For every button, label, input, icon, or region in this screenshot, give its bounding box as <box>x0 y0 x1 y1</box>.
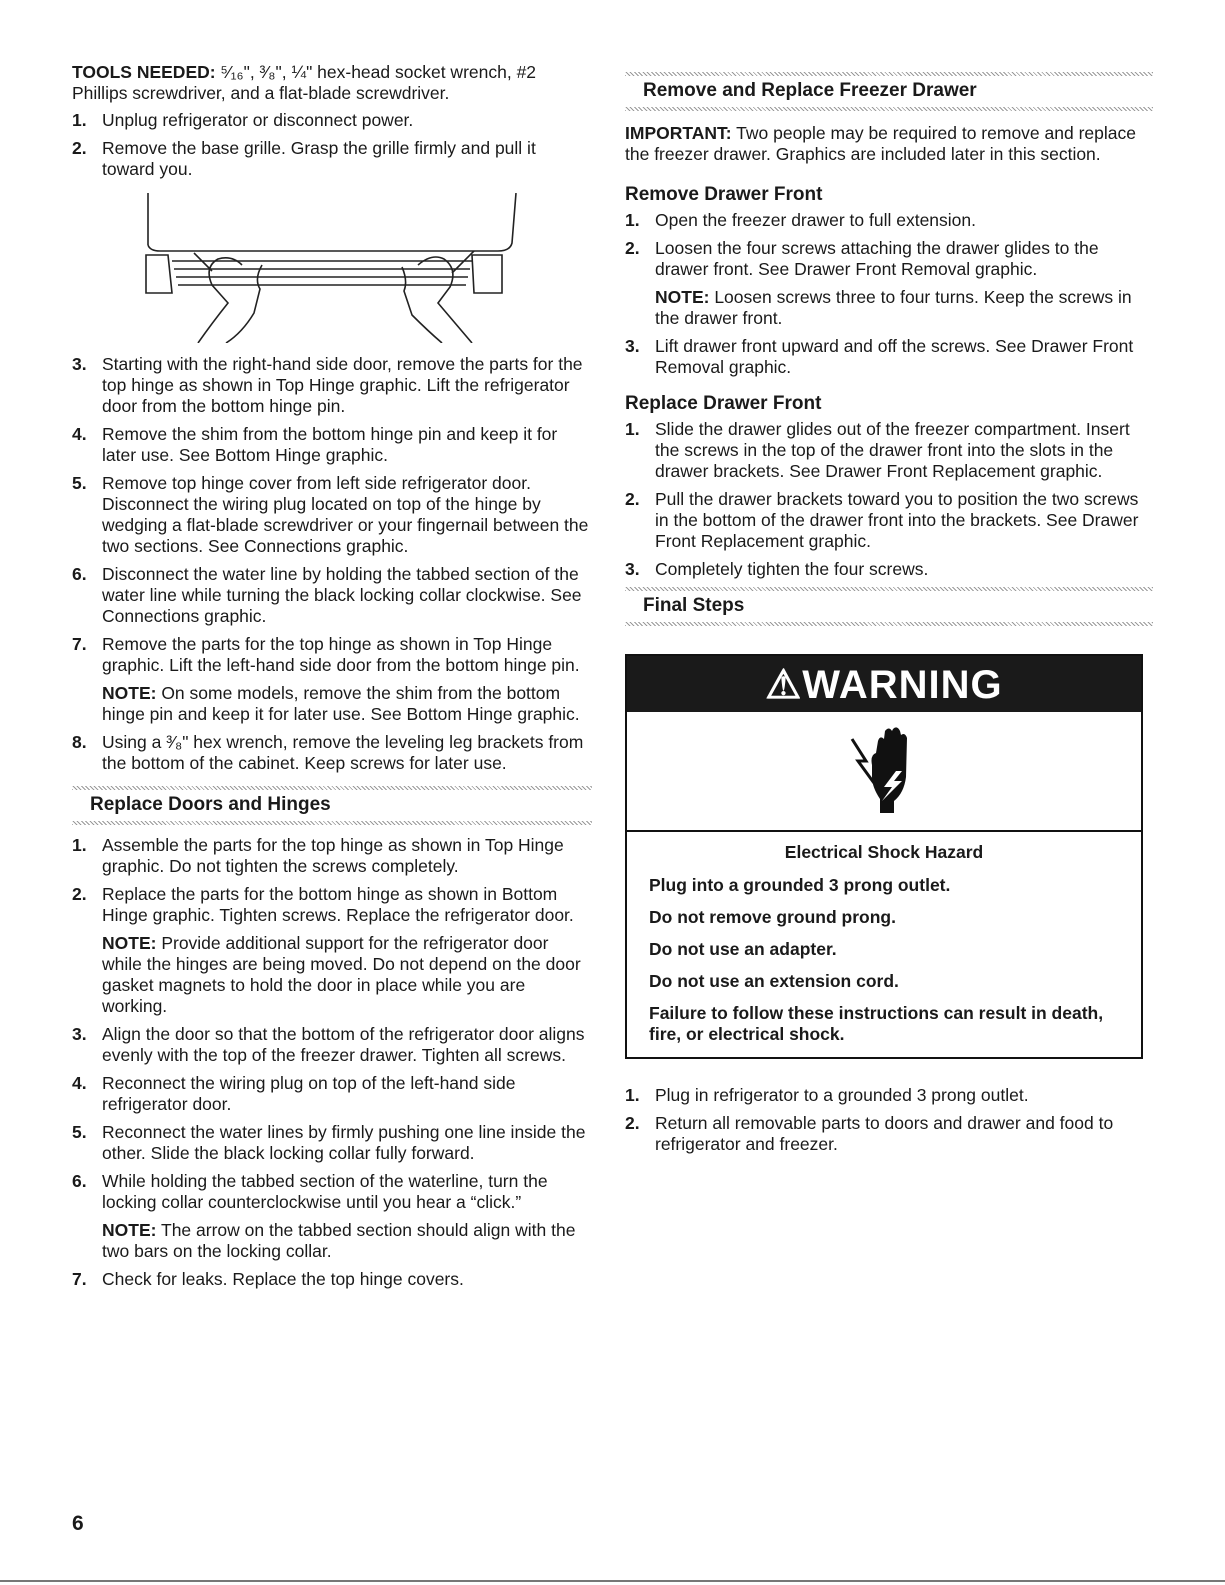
replace-doors-heading: Replace Doors and Hinges <box>90 794 331 815</box>
warning-line: Do not use an adapter. <box>649 939 837 959</box>
final-steps <box>625 1085 1153 1155</box>
step-text: Return all removable parts to doors and drawer and food to refrigerator and freezer. <box>655 1113 1114 1154</box>
list-item <box>72 1073 592 1115</box>
step-number: 1. <box>72 110 87 130</box>
step-text: Assemble the parts for the top hinge as shown in Top Hinge graphic. Do not tighten the screws completely. <box>102 835 564 876</box>
warning-title: Electrical Shock Hazard <box>784 842 984 862</box>
page-number: 6 <box>72 1512 84 1535</box>
step-number: 2. <box>72 884 87 904</box>
list-item <box>72 732 592 774</box>
list-item <box>625 336 1153 378</box>
remove-drawer-front-heading: Remove Drawer Front <box>625 184 823 205</box>
step-number: 6. <box>72 1171 87 1191</box>
warning-line: Failure to follow these instructions can result in death, fire, or electrical shock. <box>649 1003 1104 1044</box>
important-label: IMPORTANT: <box>625 123 732 143</box>
step-text: Check for leaks. Replace the top hinge covers. <box>102 1269 464 1289</box>
step-number: 1. <box>625 210 640 230</box>
step-text: While holding the tabbed section of the waterline, turn the locking collar counterclockwise until you hear a “click.” <box>102 1171 548 1212</box>
step-number: 4. <box>72 424 87 444</box>
list-item <box>72 473 592 557</box>
tools-label: TOOLS NEEDED: <box>72 62 216 82</box>
step-text: Disconnect the water line by holding the tabbed section of the water line while turning the black locking collar clockwise. See Connections graphic. <box>102 564 582 626</box>
list-item <box>72 884 592 1017</box>
replace-front-steps <box>625 419 1153 580</box>
removal-steps <box>72 110 592 180</box>
page-bottom-rule <box>0 1580 1225 1582</box>
warning-banner: ⚠WARNING <box>627 656 1141 712</box>
list-item <box>72 354 592 417</box>
step-text: Align the door so that the bottom of the refrigerator door aligns evenly with the top of the freezer drawer. Tighten all screws. <box>102 1024 585 1065</box>
step-number: 3. <box>625 336 640 356</box>
step-note <box>655 287 1153 329</box>
step-number: 5. <box>72 1122 87 1142</box>
list-item <box>72 1269 592 1290</box>
warning-line: Do not use an extension cord. <box>649 971 899 991</box>
step-number: 1. <box>72 835 87 855</box>
step-text: Remove the base grille. Grasp the grille firmly and pull it toward you. <box>102 138 536 179</box>
step-number: 2. <box>625 238 640 258</box>
list-item <box>625 210 1153 231</box>
list-item <box>72 564 592 627</box>
note-label: NOTE: <box>102 1220 157 1240</box>
step-text: Remove top hinge cover from left side refrigerator door. Disconnect the wiring plug located on top of the hinge by wedging a flat-blade screwdriver or your fingernail between the two sections. See Connections graphic. <box>102 473 589 556</box>
step-text: Remove the shim from the bottom hinge pin and keep it for later use. See Bottom Hinge graphic. <box>102 424 558 465</box>
section-divider <box>625 107 1153 111</box>
tools-text: ⁵⁄₁₆", ³⁄₈", ¼" hex-head socket wrench, #2 Phillips screwdriver, and a flat-blade screwdriver. <box>72 62 537 103</box>
replace-steps <box>72 835 592 1290</box>
note-text: Provide additional support for the refrigerator door while the hinges are being moved. Do not depend on the door gasket magnets to hold the door in place while you are working. <box>102 933 581 1016</box>
list-item <box>72 1024 592 1066</box>
note-text: On some models, remove the shim from the bottom hinge pin and keep it for later use. See Bottom Hinge graphic. <box>102 683 580 724</box>
replace-drawer-front-heading: Replace Drawer Front <box>625 393 822 414</box>
step-text: Replace the parts for the bottom hinge as shown in Bottom Hinge graphic. Tighten screws. Replace the refrigerator door. <box>102 884 574 925</box>
step-text: Lift drawer front upward and off the screws. See Drawer Front Removal graphic. <box>655 336 1134 377</box>
list-item <box>72 634 592 725</box>
step-number: 2. <box>625 489 640 509</box>
step-text: Reconnect the wiring plug on top of the left-hand side refrigerator door. <box>102 1073 516 1114</box>
remove-front-steps <box>625 210 1153 378</box>
right-column <box>625 62 1153 1162</box>
list-item <box>72 424 592 466</box>
important-text: Two people may be required to remove and replace the freezer drawer. Graphics are included later in this section. <box>625 123 1136 164</box>
warning-line: Do not remove ground prong. <box>649 907 896 927</box>
section-divider <box>72 821 592 825</box>
removal-steps-continued <box>72 354 592 774</box>
list-item <box>625 1113 1153 1155</box>
step-text: Unplug refrigerator or disconnect power. <box>102 110 414 130</box>
step-note <box>102 683 592 725</box>
step-text: Using a ³⁄₈" hex wrench, remove the leveling leg brackets from the bottom of the cabinet. Keep screws for later use. <box>102 732 584 773</box>
step-number: 5. <box>72 473 87 493</box>
step-text: Starting with the right-hand side door, remove the parts for the top hinge as shown in Top Hinge graphic. Lift the refrigerator door from the bottom hinge pin. <box>102 354 583 416</box>
step-number: 8. <box>72 732 87 752</box>
warning-box <box>625 654 1143 1059</box>
note-label: NOTE: <box>655 287 710 307</box>
step-number: 2. <box>72 138 87 158</box>
list-item <box>625 559 1153 580</box>
step-number: 3. <box>625 559 640 579</box>
step-number: 3. <box>72 1024 87 1044</box>
note-label: NOTE: <box>102 933 157 953</box>
note-text: Loosen screws three to four turns. Keep the screws in the drawer front. <box>655 287 1132 328</box>
step-text: Loosen the four screws attaching the drawer glides to the drawer front. See Drawer Front Removal graphic. <box>655 238 1099 279</box>
step-number: 1. <box>625 1085 640 1105</box>
base-grille-removal-illustration <box>142 193 522 343</box>
step-note <box>102 1220 592 1262</box>
step-text: Open the freezer drawer to full extension. <box>655 210 977 230</box>
list-item <box>72 835 592 877</box>
list-item <box>72 1122 592 1164</box>
list-item <box>625 1085 1153 1106</box>
list-item <box>72 110 592 131</box>
step-number: 6. <box>72 564 87 584</box>
left-column <box>72 62 592 1297</box>
step-number: 2. <box>625 1113 640 1133</box>
step-text: Plug in refrigerator to a grounded 3 prong outlet. <box>655 1085 1029 1105</box>
warning-line: Plug into a grounded 3 prong outlet. <box>649 875 951 895</box>
list-item <box>625 238 1153 329</box>
step-number: 4. <box>72 1073 87 1093</box>
step-number: 7. <box>72 634 87 654</box>
step-text: Pull the drawer brackets toward you to position the two screws in the bottom of the drawer front into the brackets. See Drawer Front Replacement graphic. <box>655 489 1139 551</box>
step-note <box>102 933 592 1017</box>
list-item <box>625 489 1153 552</box>
important-paragraph <box>625 123 1153 165</box>
step-number: 1. <box>625 419 640 439</box>
step-number: 7. <box>72 1269 87 1289</box>
note-text: The arrow on the tabbed section should align with the two bars on the locking collar. <box>102 1220 576 1261</box>
note-label: NOTE: <box>102 683 157 703</box>
list-item <box>72 138 592 180</box>
electric-shock-hand-icon <box>844 721 924 821</box>
step-text: Slide the drawer glides out of the freezer compartment. Insert the screws in the top of the drawer front into the slots in the drawer brackets. See Drawer Front Replacement graphic. <box>655 419 1130 481</box>
final-steps-heading: Final Steps <box>643 595 745 616</box>
list-item <box>72 1171 592 1262</box>
step-text: Reconnect the water lines by firmly pushing one line inside the other. Slide the black locking collar fully forward. <box>102 1122 586 1163</box>
step-text: Completely tighten the four screws. <box>655 559 929 579</box>
list-item <box>625 419 1153 482</box>
step-number: 3. <box>72 354 87 374</box>
freezer-drawer-heading: Remove and Replace Freezer Drawer <box>643 80 977 101</box>
step-text: Remove the parts for the top hinge as shown in Top Hinge graphic. Lift the left-hand side door from the bottom hinge pin. <box>102 634 580 675</box>
tools-needed <box>72 62 592 104</box>
section-divider <box>625 622 1153 626</box>
